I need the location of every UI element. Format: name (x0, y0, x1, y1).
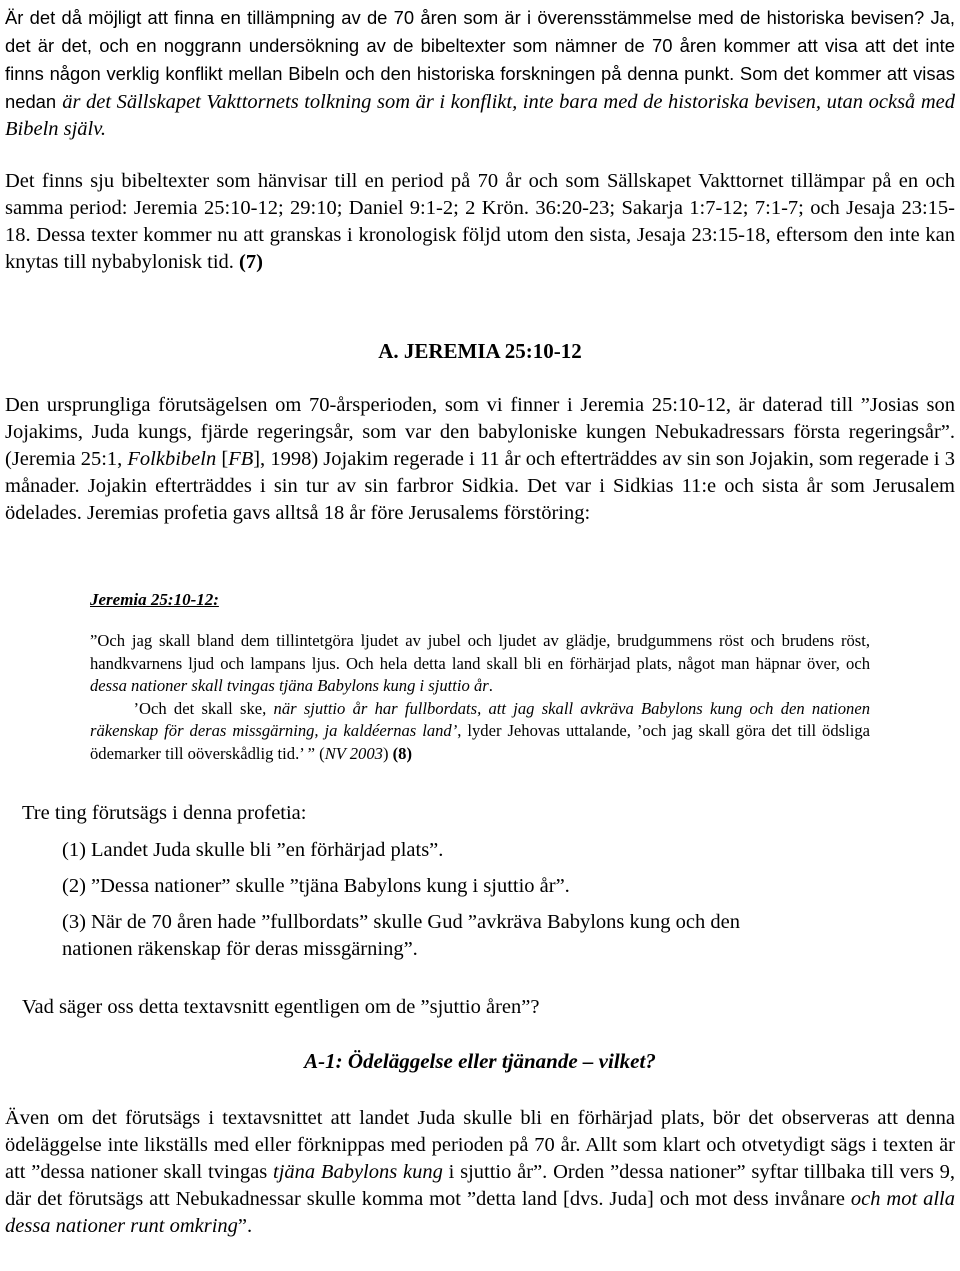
section-heading-jeremia: A. JEREMIA 25:10-12 (378, 339, 582, 363)
paragraph-desolation-emphasis-1: tjäna Babylons kung (273, 1161, 443, 1183)
footnote-ref-7: (7) (239, 251, 263, 273)
footnote-ref-8: (8) (392, 743, 412, 763)
paragraph-seven-texts-body: Det finns sju bibeltexter som hänvisar till en period på 70 år och som Sällskapet Vakttornet tillämpar på en och samma period: Jeremia 25:10-12; 29:10; Daniel 9:1-2; 2 Krön. 36:20-23; Sakarja 1:7-12; 7:1-7; och Jesaja 23:15-18. Dessa texter kommer nu att granskas i kronologisk följd utom den sista, Jesaja 23:15-18, eftersom den inte kan knytas till nybabylonisk tid. (5, 170, 955, 273)
paragraph-desolation-b: i sjuttio år”. Orden ”dessa nationer” syftar tillbaka till vers 9, där det förutsägs att Nebukadnessar skulle komma mot ”detta land [dvs. Juda] och mot dess invånare (5, 1161, 955, 1210)
folkbibeln-title: Folkbibeln (127, 448, 217, 470)
paragraph-intro-emphasis: är det Sällskapet Vakttornets tolkning som är i konflikt, inte bara med de historiska bevisen, utan också med Bibeln själv. (5, 91, 956, 140)
paragraph-desolation (5, 1105, 955, 1240)
list-item-continuation: nationen räkenskap för deras missgärning”. (62, 938, 418, 960)
paragraph-desolation-c: ”. (237, 1215, 253, 1237)
paragraph-original-text-b: [ (216, 448, 229, 470)
scripture-quote (90, 630, 870, 766)
section-heading-a1: A-1: Ödeläggelse eller tjänande – vilket? (304, 1049, 656, 1073)
paragraph-desolation-emphasis-2: och mot alla dessa nationer runt omkring (5, 1188, 955, 1237)
paragraph-original-prediction (5, 392, 955, 527)
quote-emphasis-2: när sjuttio år har fullbordats, att jag skall avkräva Babylons kung och den nationen räkenskap för deras missgärning, ja kaldéernas land’ (90, 698, 870, 741)
paragraph-intro (5, 4, 955, 143)
list-item: (3) När de 70 åren hade ”fullbordats” skulle Gud ”avkräva Babylons kung och den (62, 911, 740, 933)
fb-abbreviation: FB (228, 448, 254, 470)
quote-emphasis-1: dessa nationer skall tvingas tjäna Babylons kung i sjuttio år (90, 676, 489, 696)
quote-text-c: ’Och det skall ske, (133, 698, 274, 718)
question-line: Vad säger oss detta textavsnitt egentligen om de ”sjuttio åren”? (22, 996, 540, 1018)
paragraph-intro-text: Är det då möjligt att finna en tillämpning av de 70 åren som är i överensstämmelse med de historiska bevisen? Ja, det är det, och en noggrann undersökning av de bibeltexter som nämner de 70 åren kommer att visa att det inte finns någon verklig konflikt mellan Bibeln och den historiska forskningen på denna punkt. Som det kommer att visas nedan (5, 7, 955, 112)
nv-citation: NV 2003 (324, 743, 383, 763)
list-item: (1) Landet Juda skulle bli ”en förhärjad plats”. (62, 839, 444, 861)
quote-text-a: ”Och jag skall bland dem tillintetgöra ljudet av jubel och ljudet av glädje, brudgummens röst och brudens röst, handkvarnens ljud och lampans ljus. Och hela detta land skall bli en förhärjad plats, något man häpnar över, och (90, 631, 870, 673)
quote-text-e: ) (382, 743, 393, 763)
paragraph-original-text-c: ], 1998) Jojakim regerade i 11 år och efterträddes av sin son Jojakin, som regerade i 3 månader. Jojakin efterträddes i sin tur av sin farbror Sidkia. Det var i Sidkias 11:e och sista år som Jerusalem ödelades. Jeremias profetia gavs alltså 18 år före Jerusalems förstöring: (5, 448, 956, 524)
quote-text-d: , lyder Jehovas uttalande, ’och jag skall göra det till ödsliga ödemarker till oöverskådlig tid.’ ” ( (90, 721, 870, 763)
paragraph-original-text-a: Den ursprungliga förutsägelsen om 70-årsperioden, som vi finner i Jeremia 25:10-12, är daterad till ”Josias son Jojakims, Juda kungs, fjärde regeringsår, som var den babyloniske kungen Nebukadressars första regeringsår”. (Jeremia 25:1, (5, 394, 955, 470)
three-things-intro: Tre ting förutsägs i denna profetia: (22, 802, 307, 824)
list-item: (2) ”Dessa nationer” skulle ”tjäna Babylons kung i sjuttio år”. (62, 875, 570, 897)
prophecy-list (62, 837, 922, 972)
paragraph-desolation-a: Även om det förutsägs i textavsnittet att landet Juda skulle bli en förhärjad plats, bör det observeras att denna ödeläggelse inte likställs med eller förknippas med perioden på 70 år. Allt som klart och otvetydigt sägs i texten är att ”dessa nationer skall tvingas (5, 1107, 955, 1183)
quote-text-b: . (488, 676, 493, 696)
quote-label: Jeremia 25:10-12: (90, 590, 219, 609)
paragraph-seven-texts (5, 168, 955, 276)
